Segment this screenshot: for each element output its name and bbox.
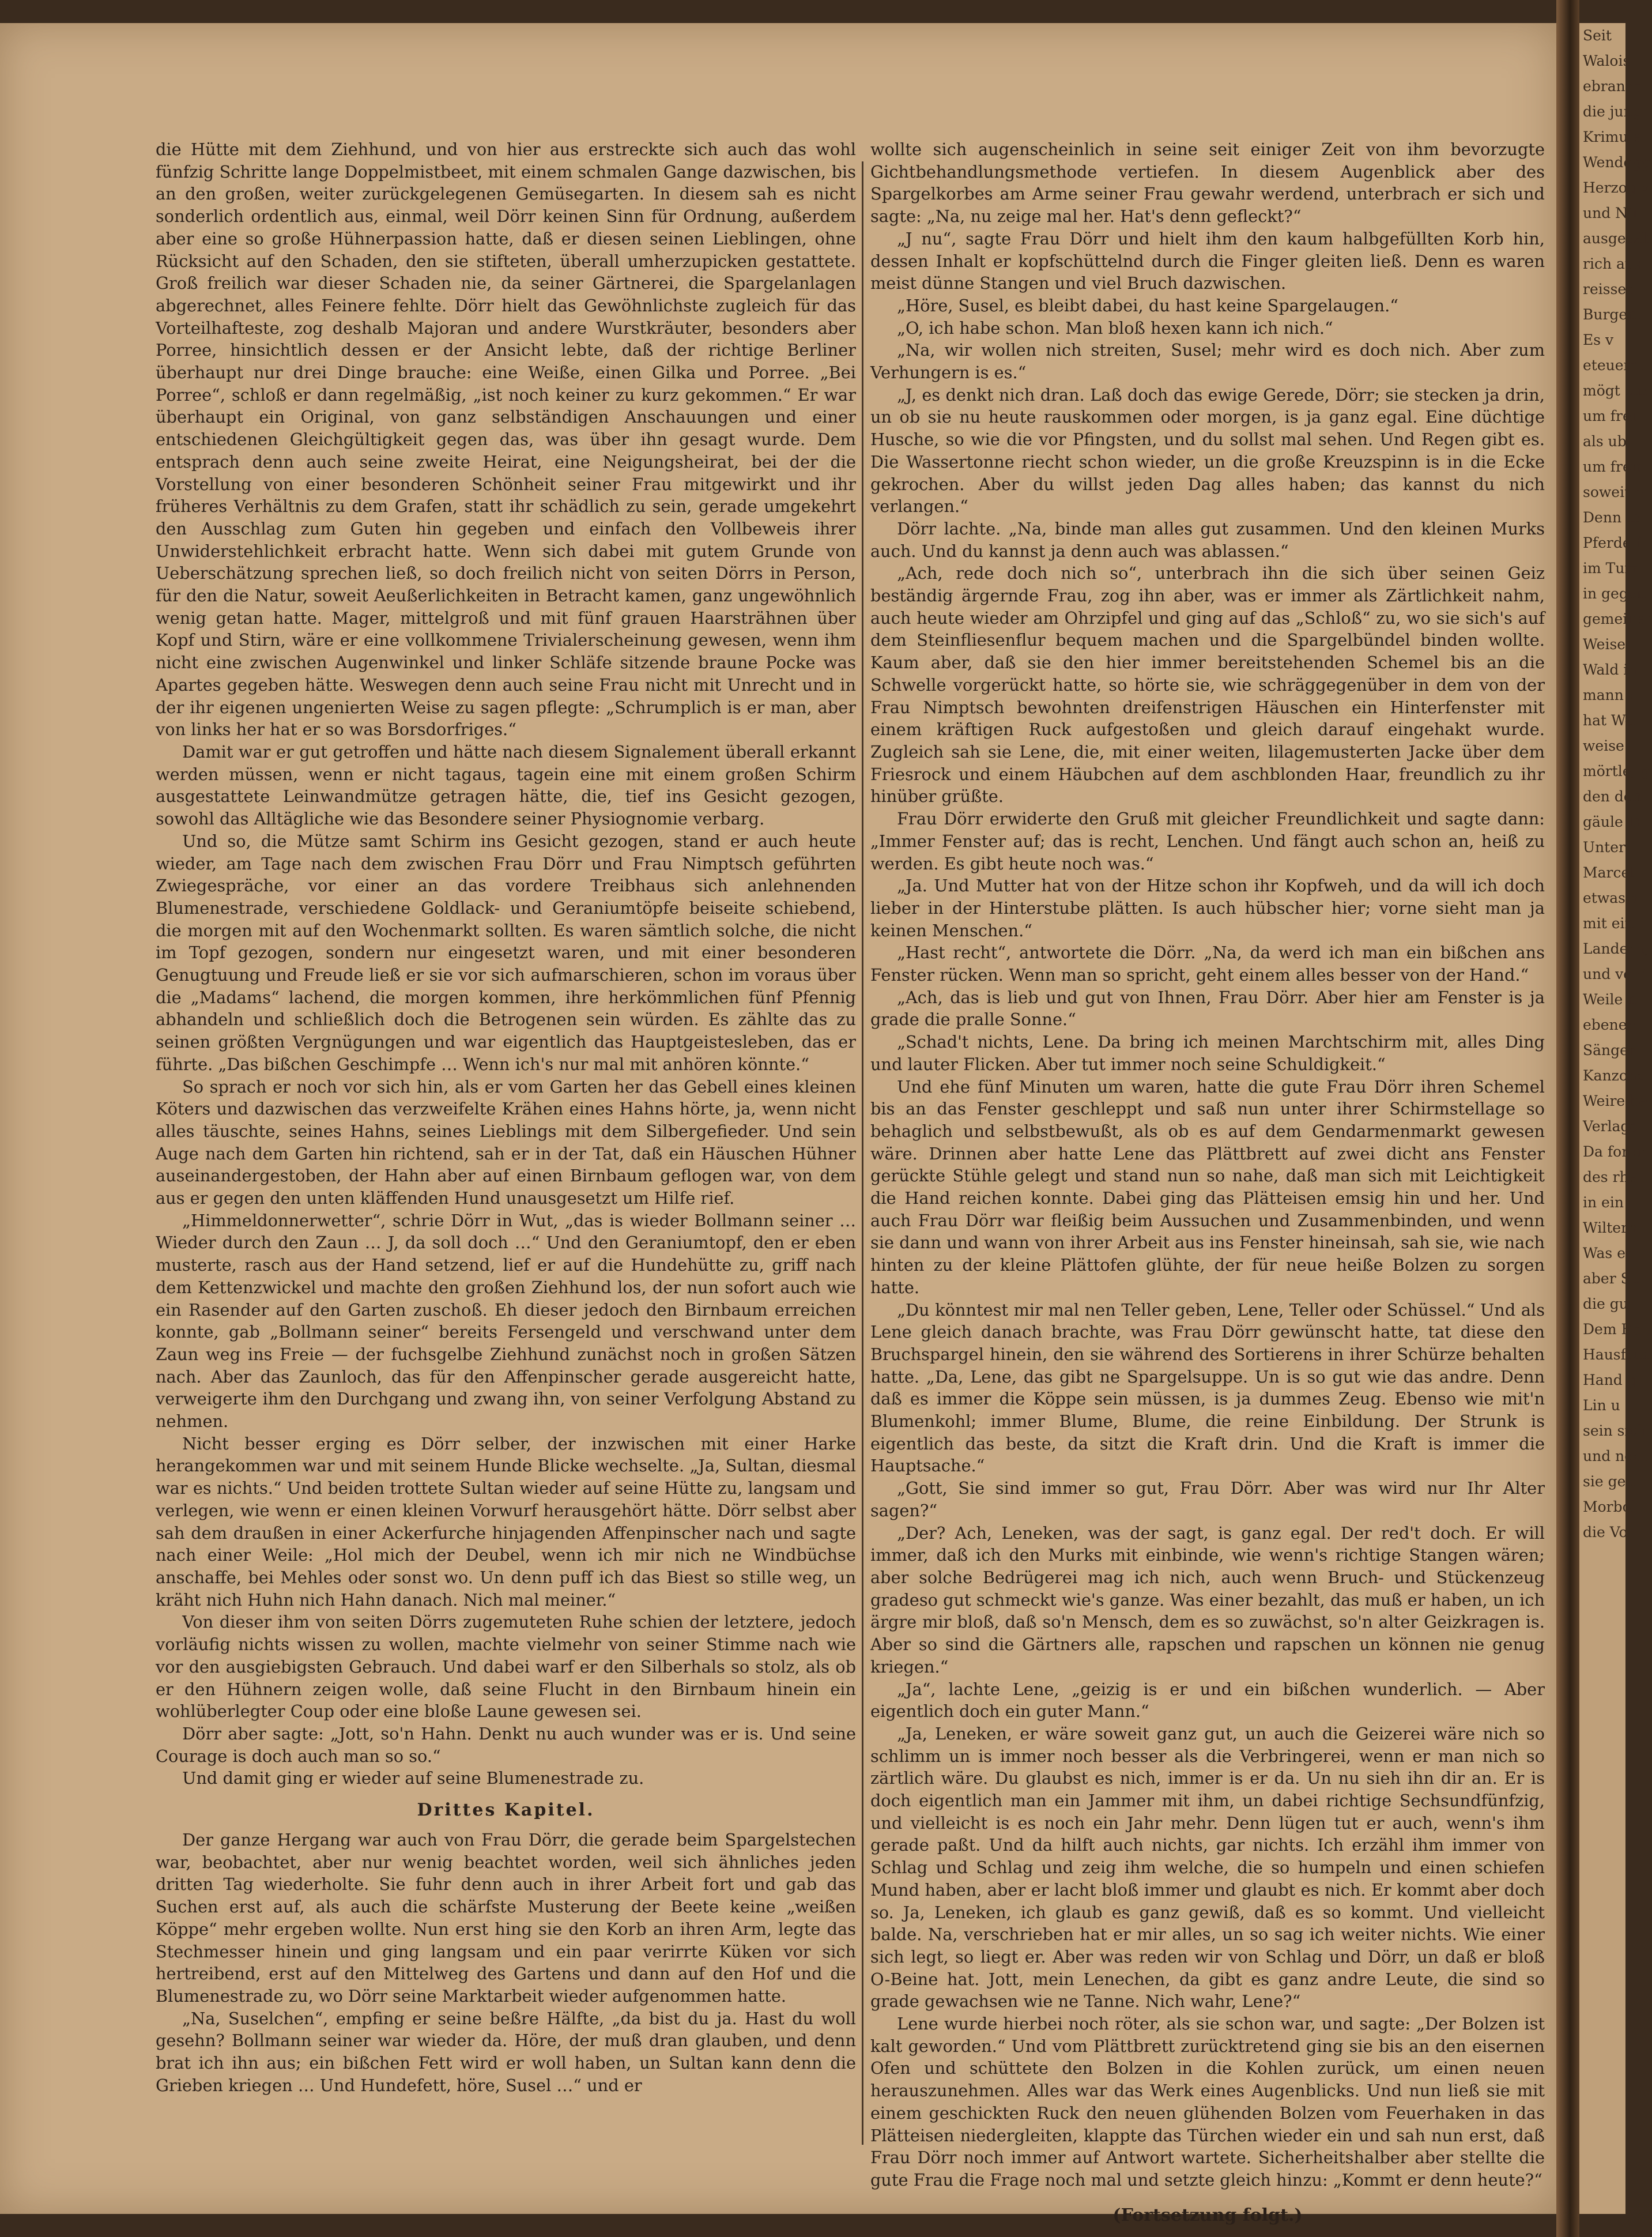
paragraph: „Höre, Susel, es bleibt dabei, du hast keine Spargelaugen.“	[897, 295, 1398, 315]
adjacent-page-fragment: Wiltern	[1583, 1219, 1638, 1236]
adjacent-page-fragment: ausgezäh	[1583, 230, 1651, 247]
adjacent-page-fragment: in gegen	[1583, 585, 1646, 602]
left-column	[156, 138, 856, 2145]
adjacent-page-fragment: mit ein	[1583, 915, 1634, 932]
paragraph: Dörr lachte. „Na, binde man alles gut zusammen. Und den kleinen Murks auch. Und du kannst ja denn auch was ablassen.“	[870, 518, 1545, 561]
adjacent-page-fragment: mögt ein	[1583, 382, 1647, 399]
paragraph: Damit war er gut getroffen und hätte nach diesem Signalement überall erkannt werden müssen, wenn er nicht tagaus, tagein eine mit einem großen Schirm ausgestattete Leinwandmütze getragen hätte, die, tief ins Gesicht gezogen, sowohl das Alltägliche wie das Besondere seiner Physiognomie verbarg.	[156, 741, 856, 829]
adjacent-page-fragment: Da fordr	[1583, 1143, 1645, 1160]
adjacent-page-fragment: aber Sü	[1583, 1270, 1640, 1287]
adjacent-page-fragment: Seit	[1583, 27, 1612, 44]
adjacent-page-fragment: Denn ih	[1583, 509, 1640, 526]
adjacent-page-fragment: Weireibe	[1583, 1093, 1647, 1109]
paragraph: die Hütte mit dem Ziehhund, und von hier aus erstreckte sich auch das wohl fünfzig Schritte lange Doppelmistbeet, mit einem schmalen Gange dazwischen, bis an den großen, weiter zurückgelegenen Gemüsegarten. In diesem sah es nicht sonderlich ordentlich aus, einmal, weil Dörr keinen Sinn für Ordnung, außerdem aber eine so große Hühnerpassion hatte, daß er diesen seinen Lieblingen, ohne Rücksicht auf den Schaden, den sie stifteten, überall umherzupicken gestattete. Groß freilich war dieser Schaden nie, da seiner Gärtnerei, die Spargelanlagen abgerechnet, alles Feinere fehlte. Dörr hielt das Gewöhnlichste zugleich für das Vorteilhafteste, zog deshalb Majoran und andere Wurstkräuter, besonders aber Porree, hinsichtlich dessen er der Ansicht lebte, daß der richtige Berliner überhaupt nur drei Dinge brauche: eine Weiße, einen Gilka und Porree. „Bei Porree“, schloß er dann regelmäßig, „ist noch keiner zu kurz gekommen.“ Er war überhaupt ein Original, von ganz selbständigen Anschauungen und einer entschiedenen Gleichgültigkeit gegen das, was über ihn gesagt wurde. Dem entsprach denn auch seine zweite Heirat, eine Neigungsheirat, bei der die Vorstellung von einer besonderen Schönheit seiner Frau mitgewirkt und ihr früheres Verhältnis zu dem Grafen, statt ihr schädlich zu sein, gerade umgekehrt den Ausschlag zum Guten hin gegeben und einfach den Vollbeweis ihrer Unwiderstehlichkeit erbracht hatte. Wenn sich dabei mit gutem Grunde von Ueberschätzung sprechen ließ, so doch freilich nicht von seiten Dörrs in Person, für den die Natur, soweit Aeußerlichkeiten in Betracht kamen, ganz ungewöhnlich wenig getan hatte. Mager, mittelgroß und mit fünf grauen Haarsträhnen über Kopf und Stirn, wäre er eine vollkommene Trivialerscheinung gewesen, wenn ihm nicht eine zwischen Augenwinkel und linker Schläfe sitzende braune Pocke was Apartes gegeben hätte. Weswegen denn auch seine Frau nicht mit Unrecht und in der ihr eigenen ungenierten Weise zu sagen pflegte: „Schrumplich is er man, aber von links her hat er so was Borsdorfriges.“	[156, 140, 856, 740]
paragraph: Und damit ging er wieder auf seine Blumenestrade zu.	[182, 1768, 644, 1788]
paragraph: „Du könntest mir mal nen Teller geben, Lene, Teller oder Schüssel.“ Und als Lene gleich danach brachte, was Frau Dörr gewünscht hatte, tat diese den Bruchspargel hinein, den sie während des Sortierens in ihrer Schürze behalten hatte. „Da, Lene, das gibt ne Spargelsuppe. Un is so gut wie das andre. Denn daß es immer die Köppe sein müssen, is ja dummes Zeug. Ebenso wie mit'n Blumenkohl; immer Blume, Blume, die reine Einbildung. Der Strunk is eigentlich das beste, da sitzt die Kraft drin. Und die Kraft is immer die Hauptsache.“	[870, 1300, 1545, 1476]
adjacent-page-fragment: die Vo	[1583, 1524, 1628, 1541]
paragraph: „J, es denkt nich dran. Laß doch das ewige Gerede, Dörr; sie stecken ja drin, un ob sie nu heute rauskommen oder morgen, is ja ganz egal. Eine düchtige Husche, so wie die vor Pfingsten, und du sollst mal sehen. Und Regen gibt es. Die Wassertonne riecht schon wieder, un die große Kreuzspinn is in die Ecke gekrochen. Aber du willst jeden Dag alles haben; das kannst du nich verlangen.“	[870, 385, 1545, 517]
adjacent-page-fragment: Es v	[1583, 332, 1614, 348]
paragraph: „Na, wir wollen nich streiten, Susel; mehr wird es doch nich. Aber zum Verhungern is es.“	[870, 340, 1545, 383]
paragraph: Nicht besser erging es Dörr selber, der inzwischen mit einer Harke herangekommen war und mit seinem Hunde Blicke wechselte. „Ja, Sultan, diesmal war es nichts.“ Und beiden trottete Sultan wieder auf seine Hütte zu, langsam und verlegen, wie wenn er einen kleinen Vorwurf herausgehört hätte. Dörr selbst aber sah dem draußen in einer Ackerfurche hinjagenden Affenpinscher nach und sagte nach einer Weile: „Hol mich der Deubel, wenn ich mir nich ne Windbüchse anschaffe, bei Mehles oder sonst wo. Un denn puff ich das Biest so stille weg, un kräht nich Huhn nich Hahn danach. Nich mal meiner.“	[156, 1433, 856, 1610]
adjacent-page-fragment: und Nin	[1583, 205, 1642, 221]
adjacent-page-fragment: ebrannt	[1583, 78, 1640, 95]
adjacent-page-fragment: ebenen	[1583, 1016, 1636, 1033]
adjacent-page-fragment: gemeiner	[1583, 611, 1652, 627]
adjacent-page-fragment: mann bi	[1583, 687, 1642, 703]
paragraph: „Gott, Sie sind immer so gut, Frau Dörr. Aber was wird nur Ihr Alter sagen?“	[870, 1478, 1545, 1520]
adjacent-page-fragment: um frem	[1583, 458, 1645, 475]
adjacent-page-fragment: Burgen.	[1583, 306, 1642, 323]
adjacent-page-fragment: Dem Be	[1583, 1321, 1640, 1338]
paragraph: „O, ich habe schon. Man bloß hexen kann ich nich.“	[897, 318, 1333, 338]
adjacent-page-fragment: Hand g	[1583, 1372, 1636, 1388]
paragraph: Und so, die Mütze samt Schirm ins Gesicht gezogen, stand er auch heute wieder, am Tage nach dem zwischen Frau Dörr und Frau Nimptsch geführten Zwiegespräche, vor einer an das vordere Treibhaus sich anlehnenden Blumenestrade, verschiedene Goldlack- und Geraniumtöpfe beiseite schiebend, die morgen mit auf den Wochenmarkt sollten. Es waren sämtlich solche, die nicht im Topf gezogen, sondern nur eingesetzt waren, und mit einer besonderen Genugtuung und Freude ließ er sie vor sich aufmarschieren, schon im voraus über die „Madams“ lachend, die morgen kommen, ihre herkömmlichen fünf Pfennig abhandeln und schließlich doch die Betrogenen sein würden. Es zählte das zu seinen größten Vergnügungen und war eigentlich das Hauptgeistesleben, das er führte. „Das bißchen Geschimpfe … Wenn ich's nur mal mit anhören könnte.“	[156, 831, 856, 1074]
adjacent-page-fragment: und noch	[1583, 1448, 1651, 1464]
adjacent-page-fragment: Sänger	[1583, 1042, 1635, 1059]
adjacent-page-fragment: im Turn	[1583, 560, 1641, 577]
adjacent-page-fragment: hat Wel	[1583, 712, 1638, 729]
continued-note: (Fortsetzung folgt.)	[1112, 2205, 1303, 2225]
column-rule	[862, 161, 863, 2145]
paragraph: „Schad't nichts, Lene. Da bring ich meinen Marchtschirm mit, alles Ding und lauter Flicken. Aber tut immer noch seine Schuldigkeit.“	[870, 1032, 1545, 1074]
adjacent-page-fragment: mörtle, g	[1583, 763, 1650, 779]
adjacent-page-fragment: Lin u	[1583, 1397, 1620, 1414]
left-column-body	[156, 138, 856, 1790]
adjacent-page-fragment: weise	[1583, 737, 1624, 754]
adjacent-page-fragment: Wald in	[1583, 661, 1638, 678]
adjacent-page-fragment: Herzog v	[1583, 179, 1649, 196]
adjacent-page-fragment: den den	[1583, 788, 1642, 805]
paragraph: Von dieser ihm von seiten Dörrs zugemuteten Ruhe schien der letztere, jedoch vorläufig nichts wissen zu wollen, machte vielmehr von seiner Stimme nach wie vor den ausgiebigsten Gebrauch. Und dabei warf er den Silberhals so stolz, als ob er den Hühnern zeigen wolle, daß seine Flucht in den Birnbaum hinein ein wohlüberlegter Coup oder eine bloße Laune gewesen sei.	[156, 1612, 856, 1722]
paragraph: „Hast recht“, antwortete die Dörr. „Na, da werd ich man ein bißchen ans Fenster rücken. Wenn man so spricht, geht einem alles besser von der Hand.“	[870, 943, 1545, 985]
adjacent-page-edge	[1579, 23, 1652, 2214]
adjacent-page-fragment: Pferde f	[1583, 534, 1641, 551]
paragraph: „Der? Ach, Leneken, was der sagt, is ganz egal. Der red't doch. Er will immer, daß ich den Murks mit einbinde, wie wenn's richtige Stangen wären; aber solche Bedrügerei mag ich nich, auch wenn Bruch- und Stückenzeug gradeso gut schmeckt wie's ganze. Was einer bezahlt, das muß er haben, un ich ärgre mir bloß, daß so'n Mensch, dem es so zuwächst, so'n alter Geizkragen is. Aber so sind die Gärtners alle, rapschen und rapschen un können nie genug kriegen.“	[870, 1523, 1545, 1677]
adjacent-page-fragment: Landern,	[1583, 940, 1649, 957]
paragraph: „J nu“, sagte Frau Dörr und hielt ihm den kaum halbgefüllten Korb hin, dessen Inhalt er kopfschüttelnd durch die Finger gleiten ließ. Denn es waren meist dünne Stangen und viel Bruch dazwischen.	[870, 228, 1545, 293]
adjacent-page-fragment: sein sich	[1583, 1422, 1647, 1439]
adjacent-page-fragment: eteuern,	[1583, 357, 1645, 374]
paragraph: Und ehe fünf Minuten um waren, hatte die gute Frau Dörr ihren Schemel bis an das Fenster geschleppt und saß nun unter ihrer Schirmstellage so behaglich und selbstbewußt, als ob es auf dem Gendarmenmarkt gewesen wäre. Drinnen aber hatte Lene das Plättbrett auf zwei dicht ans Fenster gerückte Stühle gelegt und stand nun so nahe, daß man sich mit Leichtigkeit die Hand reichen konnte. Dabei ging das Plätteisen emsig hin und her. Und auch Frau Dörr war fleißig beim Aussuchen und Zusammenbinden, und wenn sie dann und wann von ihrer Arbeit aus ins Fenster hineinsah, sah sie, wie nach hinten zu der kleine Plättofen glühte, der für neue heiße Bolzen zu sorgen hatte.	[870, 1076, 1545, 1297]
adjacent-page-fragment: die gut	[1583, 1295, 1634, 1312]
adjacent-page-fragment: gäule Ta	[1583, 814, 1645, 830]
adjacent-page-fragment: sie geli	[1583, 1473, 1635, 1490]
paragraph: „Ja“, lachte Lene, „geizig is er und ein bißchen wunderlich. — Aber eigentlich doch ein guter Mann.“	[870, 1679, 1545, 1722]
right-column-body	[870, 138, 1545, 2191]
paragraph: Dörr aber sagte: „Jott, so'n Hahn. Denkt nu auch wunder was er is. Und seine Courage is doch auch man so so.“	[156, 1723, 856, 1766]
right-column	[870, 138, 1545, 2225]
adjacent-page-fragment: Morbol	[1583, 1498, 1636, 1515]
chapter-body	[156, 1829, 856, 2096]
adjacent-page-fragment: als ub	[1583, 433, 1627, 450]
paragraph: „Ach, rede doch nich so“, unterbrach ihn die sich über seinen Geiz beständig ärgernde Frau, zog ihn aber, was er immer als Zärtlichkeit nahm, auch heute wieder am Ohrzipfel und ging auf das „Schloß“ zu, wo sie sich's auf dem Steinfliesenflur bequem machen und die Spargelbündel binden wollte. Kaum aber, daß sie den hier immer bereitstehenden Schemel bis an die Schwelle vorgerückt hatte, so hörte sie, wie schräggegenüber in dem von der Frau Nimptsch bewohnten dreifenstrigen Häuschen ein Hinterfenster mit einem kräftigen Ruck aufgestoßen und gleich darauf eingehakt wurde. Zugleich sah sie Lene, die, mit einer weiten, lilagemusterten Jacke über dem Friesrock und einem Häubchen auf dem aschblonden Haar, freundlich zu ihr hinüber grüßte.	[870, 563, 1545, 807]
adjacent-page-fragment: um frei	[1583, 408, 1636, 424]
adjacent-page-fragment: etwas v	[1583, 890, 1639, 906]
newspaper-page	[0, 23, 1556, 2225]
adjacent-page-fragment: Walois,	[1583, 52, 1635, 69]
adjacent-page-fragment: Kanzone	[1583, 1067, 1646, 1084]
adjacent-page-fragment: reissen	[1583, 281, 1636, 297]
paragraph: Der ganze Hergang war auch von Frau Dörr, die gerade beim Spargelstechen war, beobachtet, aber nur wenig beachtet worden, weil sich ähnliches jeden dritten Tag wiederholte. Sie fuhr denn auch in ihrer Arbeit fort und gab das Suchen erst auf, als auch die schärfste Musterung der Beete keine „weißen Köppe“ mehr ergeben wollte. Nun erst hing sie den Korb an ihren Arm, legte das Stechmesser hinein und ging langsam und ein paar verirrte Küken vor sich hertreibend, erst auf den Mittelweg des Gartens und dann auf den Hof und die Blumenestrade zu, wo Dörr seine Marktarbeit wieder aufgenommen hatte.	[156, 1830, 856, 2006]
adjacent-page-fragment: Hausfrun	[1583, 1346, 1652, 1363]
paragraph: „Himmeldonnerwetter“, schrie Dörr in Wut, „das is wieder Bollmann seiner … Wieder durch den Zaun … J, da soll doch …“ Und den Geraniumtopf, den er eben musterte, rasch aus der Hand setzend, lief er auf die Hundehütte zu, griff nach dem Kettenzwickel und machte den großen Ziehhund los, der nun sofort auch wie ein Rasender auf den Garten zuschoß. Eh dieser jedoch den Birnbaum erreichen konnte, gab „Bollmann seiner“ bereits Fersengeld und verschwand unter dem Zaun weg ins Freie — der fuchsgelbe Ziehhund zunächst noch in großen Sätzen nach. Aber das Zaunloch, das für den Affenpinscher gerade ausgereicht hatte, verweigerte ihm den Durchgang und zwang ihn, von seiner Verfolgung Abstand zu nehmen.	[156, 1210, 856, 1432]
adjacent-page-fragment: rich aus	[1583, 255, 1642, 272]
adjacent-page-fragment: die jung	[1583, 103, 1642, 120]
adjacent-page-fragment: in ein	[1583, 1194, 1624, 1211]
adjacent-page-fragment: Weise	[1583, 636, 1626, 653]
paragraph: „Na, Suselchen“, empfing er seine beßre Hälfte, „da bist du ja. Hast du woll gesehn? Bollmann seiner war wieder da. Höre, der muß dran glauben, und denn brat ich ihn aus; ein bißchen Fett wird er woll haben, un Sultan kann denn die Grieben kriegen … Und Hundefett, höre, Susel …“ und er	[156, 2008, 856, 2095]
paragraph: „Ja. Und Mutter hat von der Hitze schon ihr Kopfweh, und da will ich doch lieber in der Hinterstube plätten. Is auch hübscher hier; vorne sieht man ja keinen Menschen.“	[870, 876, 1545, 940]
adjacent-page-fragment: Marcel,	[1583, 864, 1639, 881]
adjacent-page-fragment: Weile n	[1583, 991, 1637, 1008]
adjacent-page-fragment: Verlage	[1583, 1118, 1639, 1135]
book-gutter	[1556, 0, 1579, 2237]
chapter-heading: Drittes Kapitel.	[417, 1800, 595, 1821]
paragraph: „Ach, das is lieb und gut von Ihnen, Frau Dörr. Aber hier am Fenster is ja grade die pralle Sonne.“	[870, 987, 1545, 1030]
adjacent-page-fragment: Krimule	[1583, 129, 1642, 145]
adjacent-page-fragment: Unter	[1583, 839, 1625, 856]
paragraph: wollte sich augenscheinlich in seine seit einiger Zeit von ihm bevorzugte Gichtbehandlungsmethode vertiefen. In diesem Augenblick aber des Spargelkorbes am Arme seiner Frau gewahr werdend, unterbrach er sich und sagte: „Na, nu zeige mal her. Hat's denn gefleckt?“	[870, 140, 1545, 227]
adjacent-page-fragment: Wendegg	[1583, 154, 1651, 171]
paragraph: „Ja, Leneken, er wäre soweit ganz gut, un auch die Geizerei wäre nich so schlimm un is immer noch besser als die Verbringerei, wenn er man nich so zärtlich wäre. Du glaubst es nich, immer is er da. Un nu sieh ihn dir an. Er is doch eigentlich man ein Jammer mit ihm, un dabei richtige Sechsundfünfzig, und vielleicht is es noch ein Jahr mehr. Denn lügen tut er auch, wenn's ihm gerade paßt. Und da hilft auch nichts, gar nichts. Ich erzähl ihm immer von Schlag und Schlag und zeig ihm welche, die so humpeln und einen schiefen Mund haben, aber er lacht bloß immer und glaubt es nich. Er kommt aber doch so. Ja, Leneken, ich glaub es ganz gewiß, daß es so kommt. Und vielleicht balde. Na, verschrieben hat er mir alles, un so sag ich weiter nichts. Wie einer sich legt, so liegt er. Aber was reden wir von Schlag und Dörr, un daß er bloß O-Beine hat. Jott, mein Lenechen, da gibt es ganz andre Leute, die sind so grade gewachsen wie ne Tanne. Nich wahr, Lene?“	[870, 1723, 1545, 2012]
adjacent-page-fragment: und verf	[1583, 966, 1645, 982]
paragraph: Lene wurde hierbei noch röter, als sie schon war, und sagte: „Der Bolzen ist kalt geworden.“ Und vom Plättbrett zurücktretend ging sie bis an den eisernen Ofen und schüttete den Bolzen in die Kohlen zurück, um einen neuen herauszunehmen. Alles war das Werk eines Augenblicks. Und nun ließ sie mit einem geschickten Ruck den neuen glühenden Bolzen vom Feuerhaken in das Plätteisen niedergleiten, klappte das Türchen wieder ein und sah nun erst, daß Frau Dörr noch immer auf Antwort wartete. Sicherheitshalber aber stellte die gute Frau die Frage noch mal und setzte gleich hinzu: „Kommt er denn heute?“	[870, 2014, 1545, 2190]
adjacent-page-fragment: Was er	[1583, 1245, 1632, 1261]
paragraph: Frau Dörr erwiderte den Gruß mit gleicher Freundlichkeit und sagte dann: „Immer Fenster auf; das is recht, Lenchen. Und fängt auch schon an, heiß zu werden. Es gibt heute noch was.“	[870, 809, 1545, 873]
paragraph: So sprach er noch vor sich hin, als er vom Garten her das Gebell eines kleinen Köters und dazwischen das verzweifelte Krähen eines Hahns hörte, ja, wenn nicht alles täuschte, seines Hahns, seines Lieblings mit dem Silbergefieder. Und sein Auge nach dem Garten hin richtend, sah er in der Tat, daß ein Häuschen Hühner auseinandergestoben, der Hahn aber auf einen Birnbaum geflogen war, von dem aus er gegen den unten kläffenden Hund unausgesetzt um Hilfe rief.	[156, 1076, 856, 1208]
adjacent-page-fragment: des rhei	[1583, 1169, 1642, 1185]
adjacent-page-fragment: soweit e	[1583, 484, 1643, 500]
